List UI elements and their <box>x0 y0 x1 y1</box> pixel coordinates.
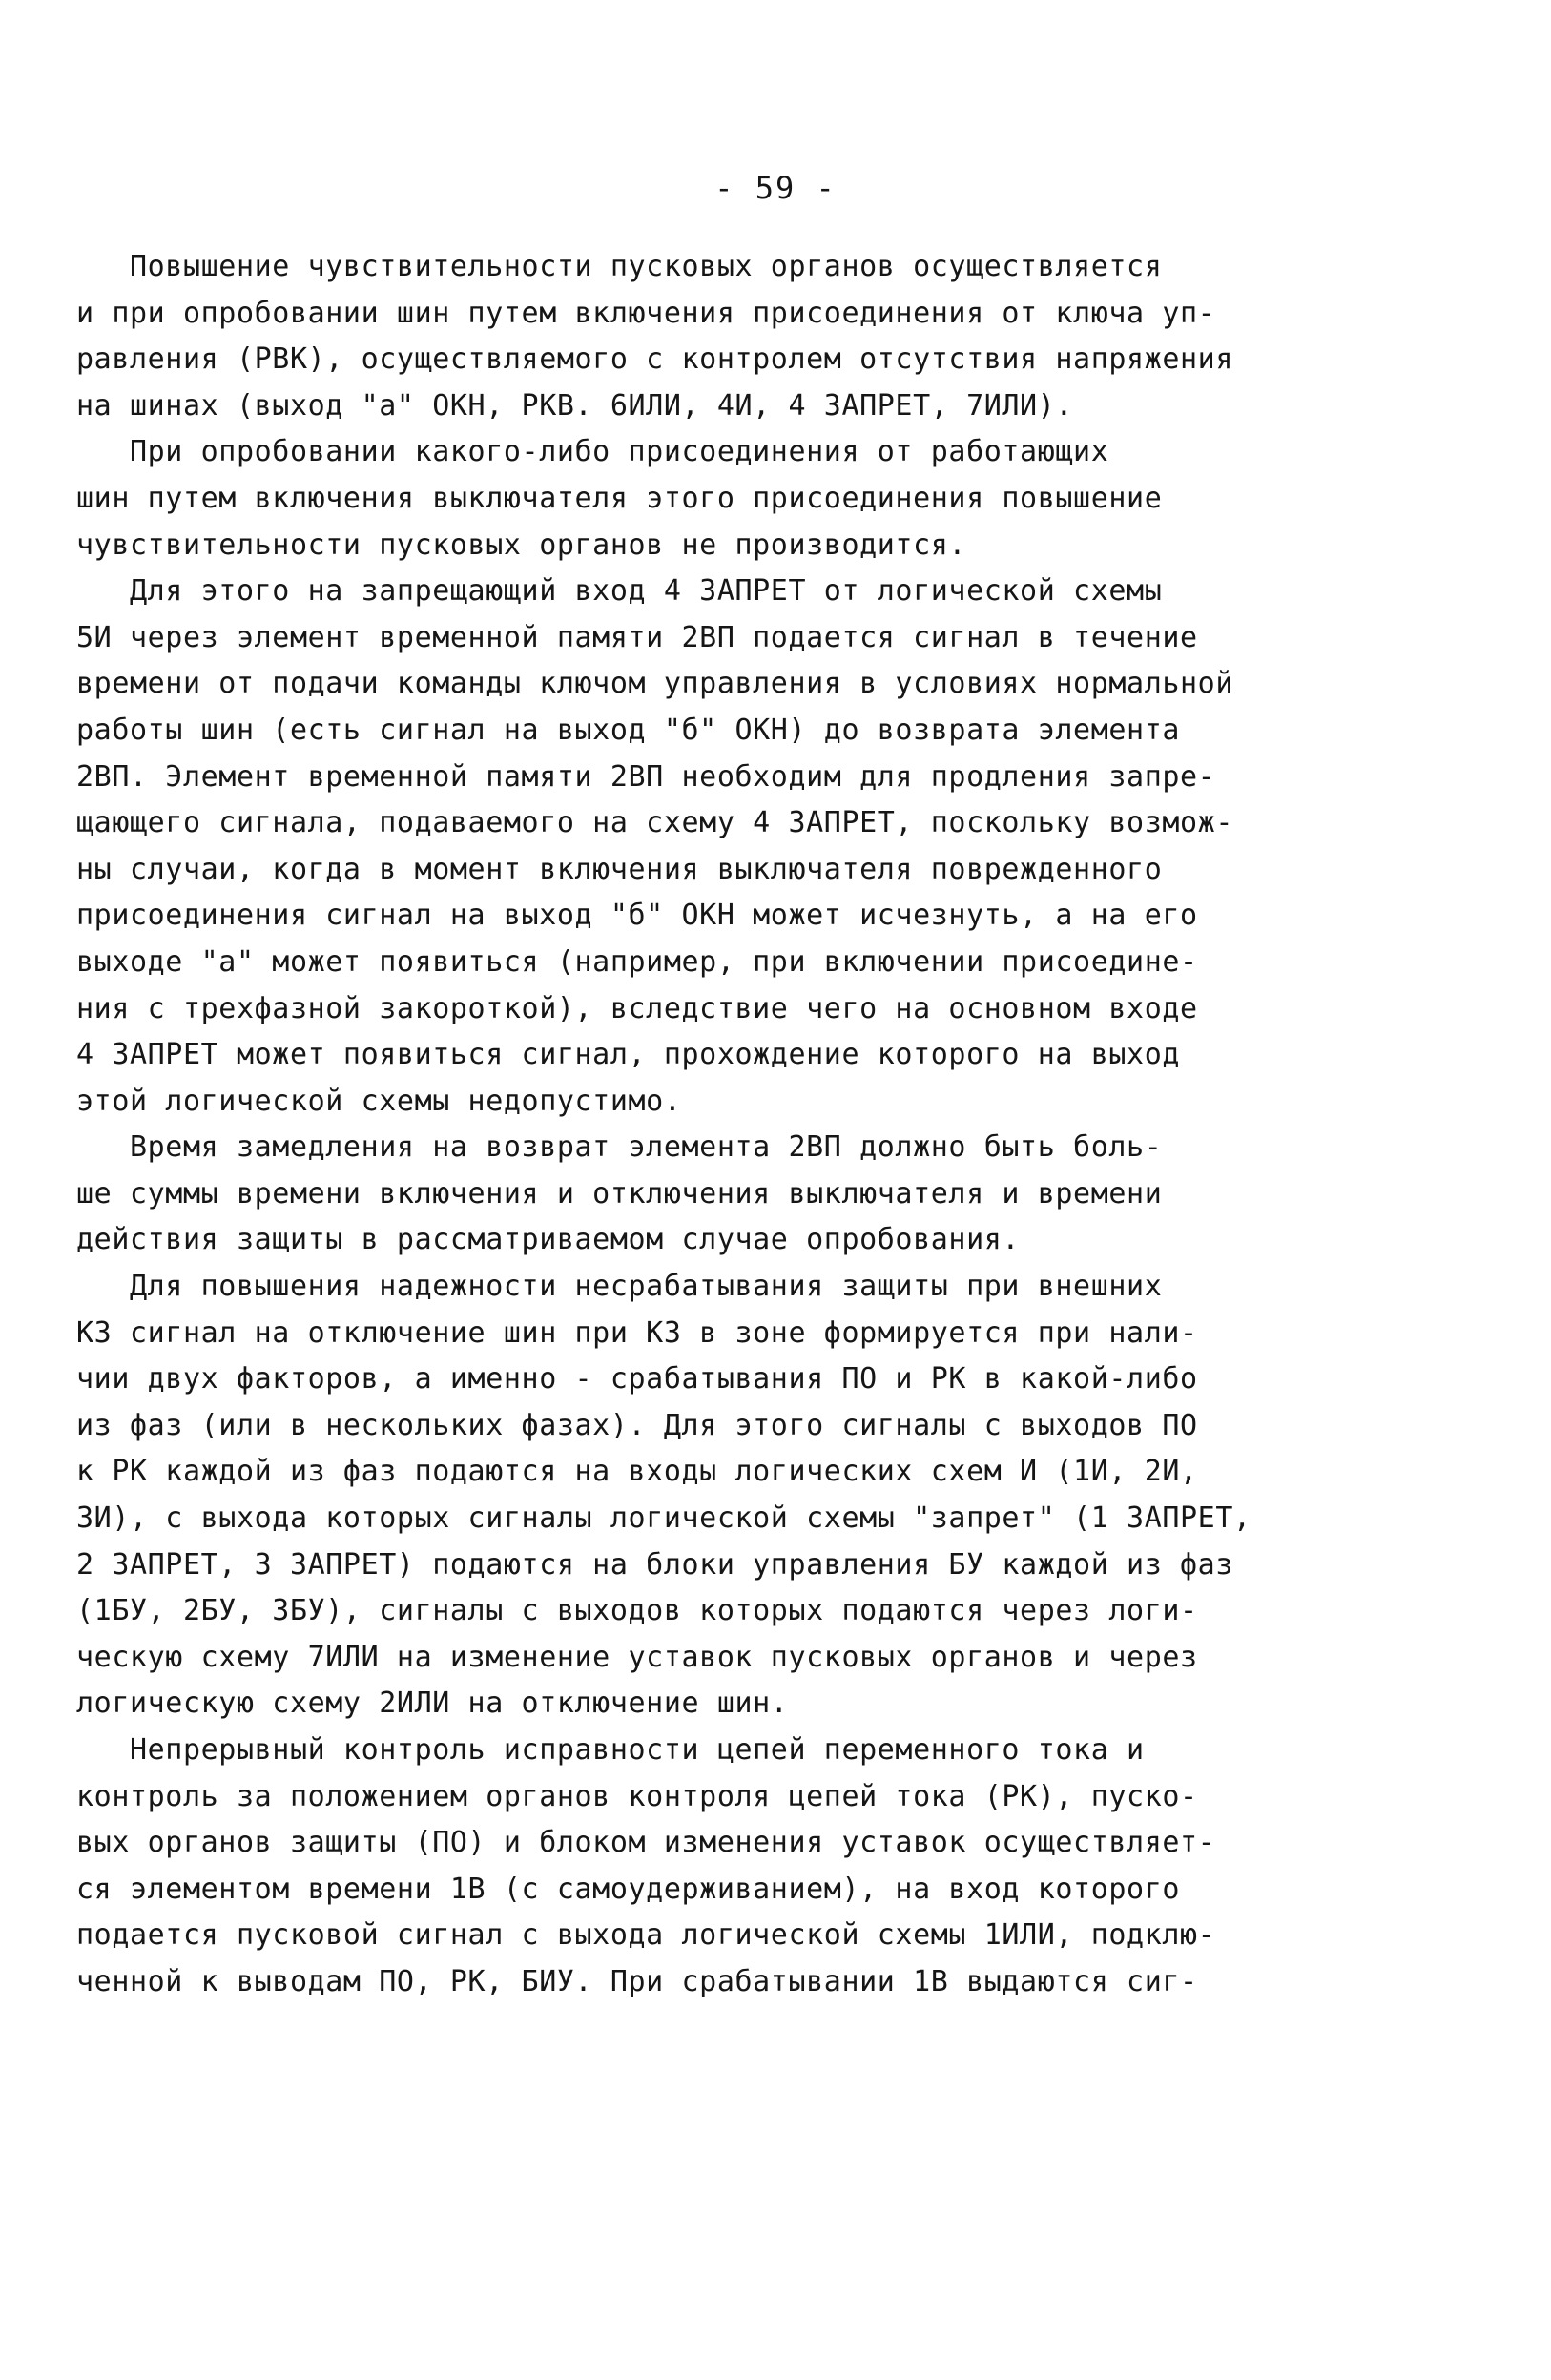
text-line: щающего сигнала, подаваемого на схему 4 ЗАПРЕТ, поскольку возмож- <box>76 806 1233 840</box>
text-line: работы шин (есть сигнал на выход "б" ОКН) до возврата элемента <box>76 713 1181 747</box>
body-text <box>76 244 1345 2006</box>
text-line: 2 ЗАПРЕТ, 3 ЗАПРЕТ) подаются на блоки управления БУ каждой из фаз <box>76 1547 1233 1582</box>
text-line: ся элементом времени 1В (с самоудерживанием), на вход которого <box>76 1872 1181 1906</box>
text-line: ны случаи, когда в момент включения выключателя поврежденного <box>76 852 1163 886</box>
text-line: (1БУ, 2БУ, 3БУ), сигналы с выходов которых подаются через логи- <box>76 1594 1198 1628</box>
text-line: на шинах (выход "а" ОКН, РКВ. 6ИЛИ, 4И, 4 ЗАПРЕТ, 7ИЛИ). <box>76 388 1074 423</box>
text-line: и при опробовании шин путем включения присоединения от ключа уп- <box>76 296 1216 330</box>
text-line: Для повышения надежности несрабатывания защиты при внешних <box>76 1270 1163 1304</box>
text-line: к РК каждой из фаз подаются на входы логических схем И (1И, 2И, <box>76 1455 1198 1489</box>
text-line: чувствительности пусковых органов не производится. <box>76 528 967 562</box>
text-line: присоединения сигнал на выход "б" ОКН может исчезнуть, а на его <box>76 899 1198 933</box>
text-line: КЗ сигнал на отключение шин при КЗ в зоне формируется при нали- <box>76 1315 1198 1350</box>
text-line: 2ВП. Элемент временной памяти 2ВП необходим для продления запре- <box>76 759 1216 794</box>
text-line: вых органов защиты (ПО) и блоком изменения уставок осуществляет- <box>76 1826 1216 1860</box>
text-line: ше суммы времени включения и отключения выключателя и времени <box>76 1176 1163 1211</box>
text-line: ческую схему 7ИЛИ на изменение уставок пусковых органов и через <box>76 1640 1198 1674</box>
text-line: Повышение чувствительности пусковых органов осуществляется <box>76 250 1163 283</box>
text-line: Время замедления на возврат элемента 2ВП должно быть боль- <box>76 1130 1163 1165</box>
text-line: Непрерывный контроль исправности цепей переменного тока и <box>76 1733 1145 1767</box>
text-line: логическую схему 2ИЛИ на отключение шин. <box>76 1687 789 1721</box>
text-line: чии двух факторов, а именно - срабатывания ПО и РК в какой-либо <box>76 1362 1198 1397</box>
text-line: подается пусковой сигнал с выхода логической схемы 1ИЛИ, подклю- <box>76 1918 1216 1953</box>
text-line: из фаз (или в нескольких фазах). Для этого сигналы с выходов ПО <box>76 1408 1198 1442</box>
text-line: выходе "а" может появиться (например, при включении присоедине- <box>76 944 1198 979</box>
text-line: равления (РВК), осуществляемого с контролем отсутствия напряжения <box>76 342 1233 377</box>
text-line: ния с трехфазной закороткой), вследствие чего на основном входе <box>76 991 1198 1025</box>
text-line: времени от подачи команды ключом управления в условиях нормальной <box>76 667 1233 701</box>
text-line: ченной к выводам ПО, РК, БИУ. При срабатывании 1В выдаются сиг- <box>76 1964 1198 1998</box>
text-line: 4 ЗАПРЕТ может появиться сигнал, прохождение которого на выход <box>76 1038 1181 1072</box>
text-line: действия защиты в рассматриваемом случае опробования. <box>76 1223 1021 1257</box>
page-number: - 59 - <box>714 170 837 206</box>
text-line: 3И), с выхода которых сигналы логической схемы "запрет" (1 ЗАПРЕТ, <box>76 1501 1251 1536</box>
text-line: этой логической схемы недопустимо. <box>76 1084 682 1118</box>
text-line: Для этого на запрещающий вход 4 ЗАПРЕТ от логической схемы <box>76 574 1163 609</box>
text-line: При опробовании какого-либо присоединения от работающих <box>76 435 1109 469</box>
text-line: шин путем включения выключателя этого присоединения повышение <box>76 481 1163 515</box>
text-line: контроль за положением органов контроля цепей тока (РК), пуско- <box>76 1779 1198 1813</box>
text-line: 5И через элемент временной памяти 2ВП подается сигнал в течение <box>76 620 1198 654</box>
